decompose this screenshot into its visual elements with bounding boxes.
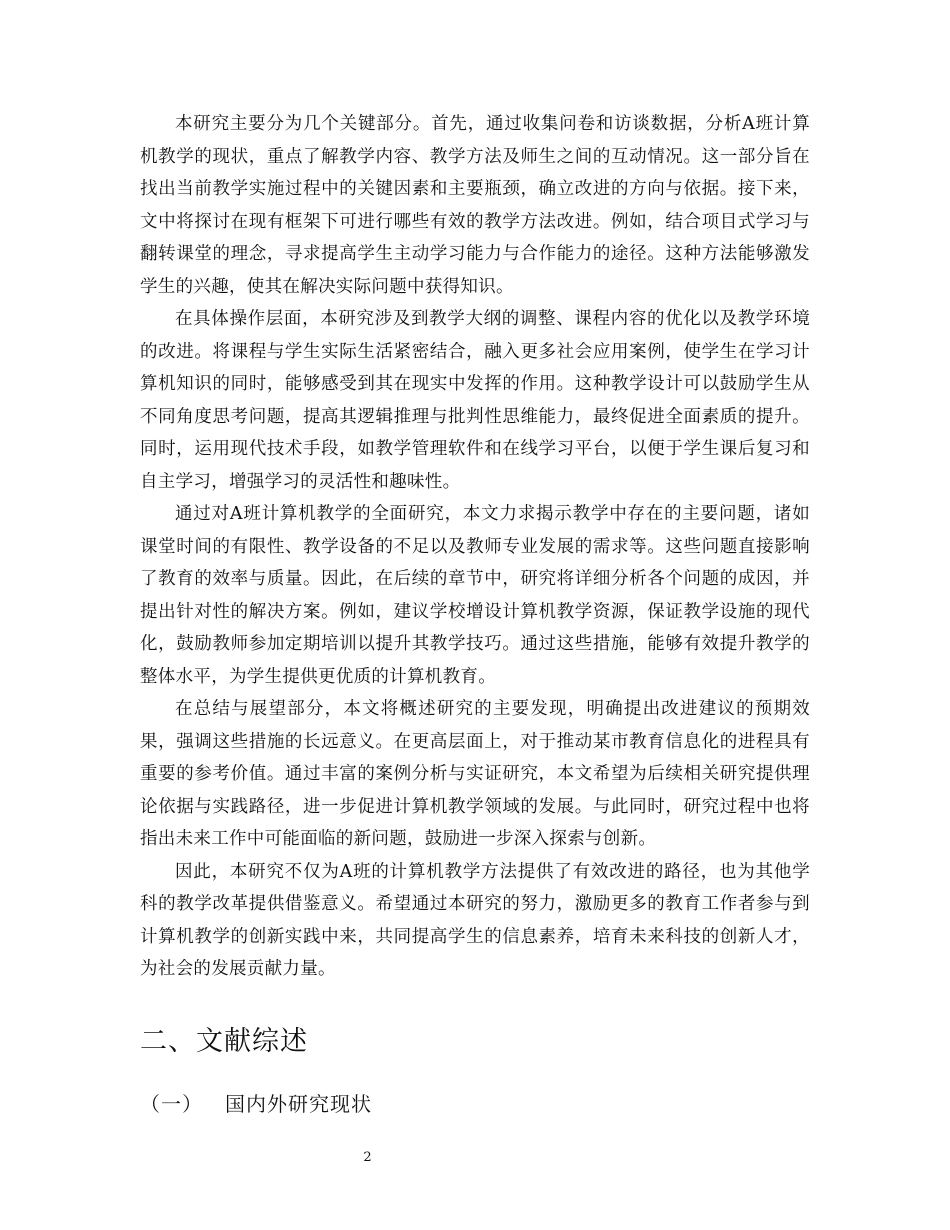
page-body [140,108,810,1120]
page-number: 2 [363,1150,372,1165]
subsection-number: （一） [140,1091,203,1116]
body-paragraph-2: 在具体操作层面，本研究涉及到教学大纲的调整、课程内容的优化以及教学环境的改进。将课程与学生实际生活紧密结合，融入更多社会应用案例，使学生在学习计算机知识的同时，能够感受到其在现实中发挥的作用。这种教学设计可以鼓励学生从不同角度思考问题，提高其逻辑推理与批判性思维能力，最终促进全面素质的提升。同时，运用现代技术手段，如教学管理软件和在线学习平台，以便于学生课后复习和自主学习，增强学习的灵活性和趣味性。 [140,309,810,492]
body-paragraph-5: 因此，本研究不仅为A班的计算机教学方法提供了有效改进的路径，也为其他学科的教学改革提供借鉴意义。希望通过本研究的努力，激励更多的教育工作者参与到计算机教学的创新实践中来，共同提高学生的信息素养，培育未来科技的创新人才，为社会的发展贡献力量。 [140,861,810,979]
body-paragraph-3: 通过对A班计算机教学的全面研究，本文力求揭示教学中存在的主要问题，诸如课堂时间的有限性、教学设备的不足以及教师专业发展的需求等。这些问题直接影响了教育的效率与质量。因此，在后续的章节中，研究将详细分析各个问题的成因，并提出针对性的解决方案。例如，建议学校增设计算机教学资源，保证教学设施的现代化，鼓励教师参加定期培训以提升其教学技巧。通过这些措施，能够有效提升教学的整体水平，为学生提供更优质的计算机教育。 [140,504,810,687]
body-paragraph-4: 在总结与展望部分，本文将概述研究的主要发现，明确提出改进建议的预期效果，强调这些措施的长远意义。在更高层面上，对于推动某市教育信息化的进程具有重要的参考价值。通过丰富的案例分析与实证研究，本文希望为后续相关研究提供理论依据与实践路径，进一步促进计算机教学领域的发展。与此同时，研究过程中也将指出未来工作中可能面临的新问题，鼓励进一步深入探索与创新。 [140,699,810,849]
body-paragraph-1: 本研究主要分为几个关键部分。首先，通过收集问卷和访谈数据，分析A班计算机教学的现状，重点了解教学内容、教学方法及师生之间的互动情况。这一部分旨在找出当前教学实施过程中的关键因素和主要瓶颈，确立改进的方向与依据。接下来，文中将探讨在现有框架下可进行哪些有效的教学方法改进。例如，结合项目式学习与翻转课堂的理念，寻求提高学生主动学习能力与合作能力的途径。这种方法能够激发学生的兴趣，使其在解决实际问题中获得知识。 [140,114,810,297]
section-heading: 二、文献综述 [140,1025,308,1057]
subsection-heading [140,1088,810,1120]
subsection-title: 国内外研究现状 [225,1091,372,1116]
